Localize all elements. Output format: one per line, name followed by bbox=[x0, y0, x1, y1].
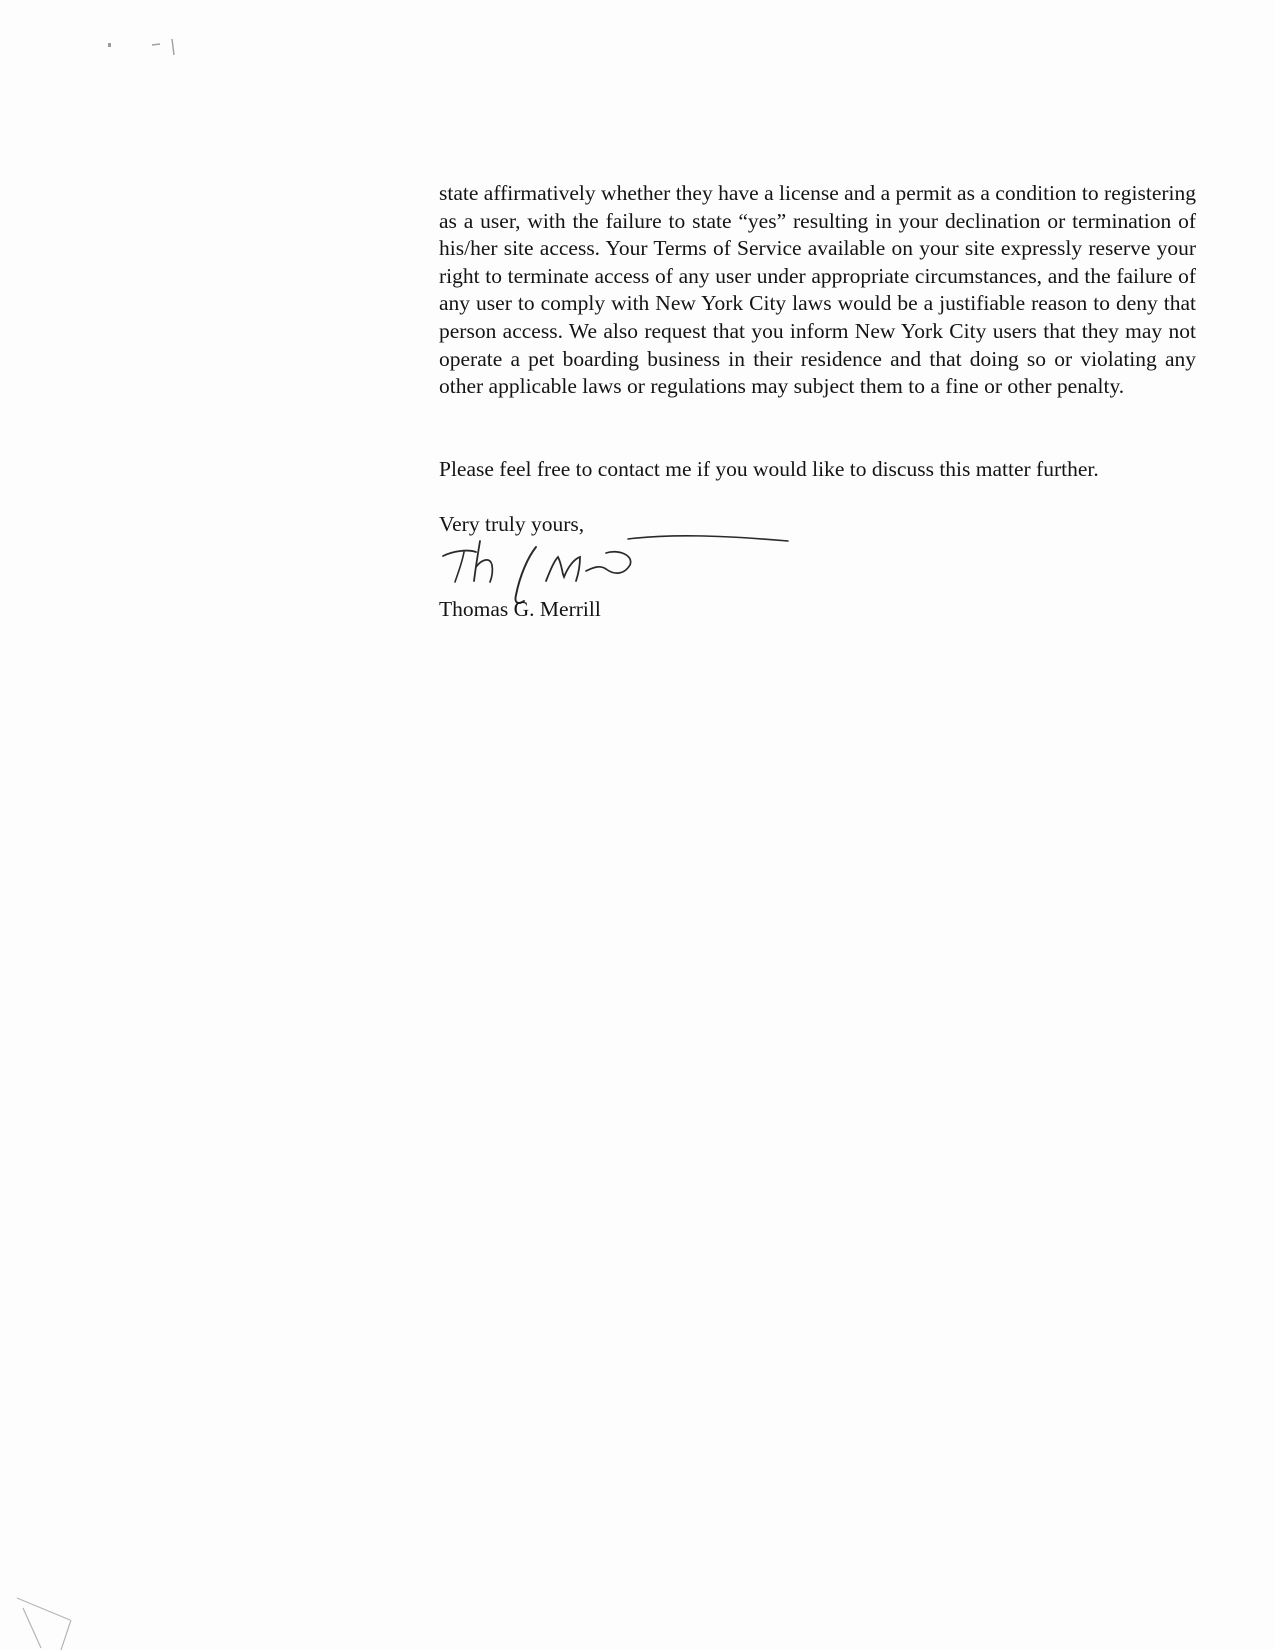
body-paragraph: state affirmatively whether they have a license and a permit as a condition to registering as a user, with the failure to state “yes” resulting in your declination or termination of his/her site access. Your Terms of Service available on your site expressly reserve your right to terminate access of any user under appropriate circumstances, and the failure of any user to comply with New York City laws would be a justifiable reason to deny that person access. We also request that you inform New York City users that they may not operate a pet boarding business in their residence and that doing so or violating any other applicable laws or regulations may subject them to a fine or other penalty. bbox=[439, 181, 1196, 399]
closing-paragraph: Please feel free to contact me if you would like to discuss this matter further. bbox=[439, 457, 1099, 481]
signer-name: Thomas G. Merrill bbox=[439, 597, 601, 621]
salutation: Very truly yours, bbox=[439, 512, 585, 536]
scan-artifact-top bbox=[100, 35, 190, 60]
scan-artifact-bottom bbox=[15, 1590, 85, 1650]
